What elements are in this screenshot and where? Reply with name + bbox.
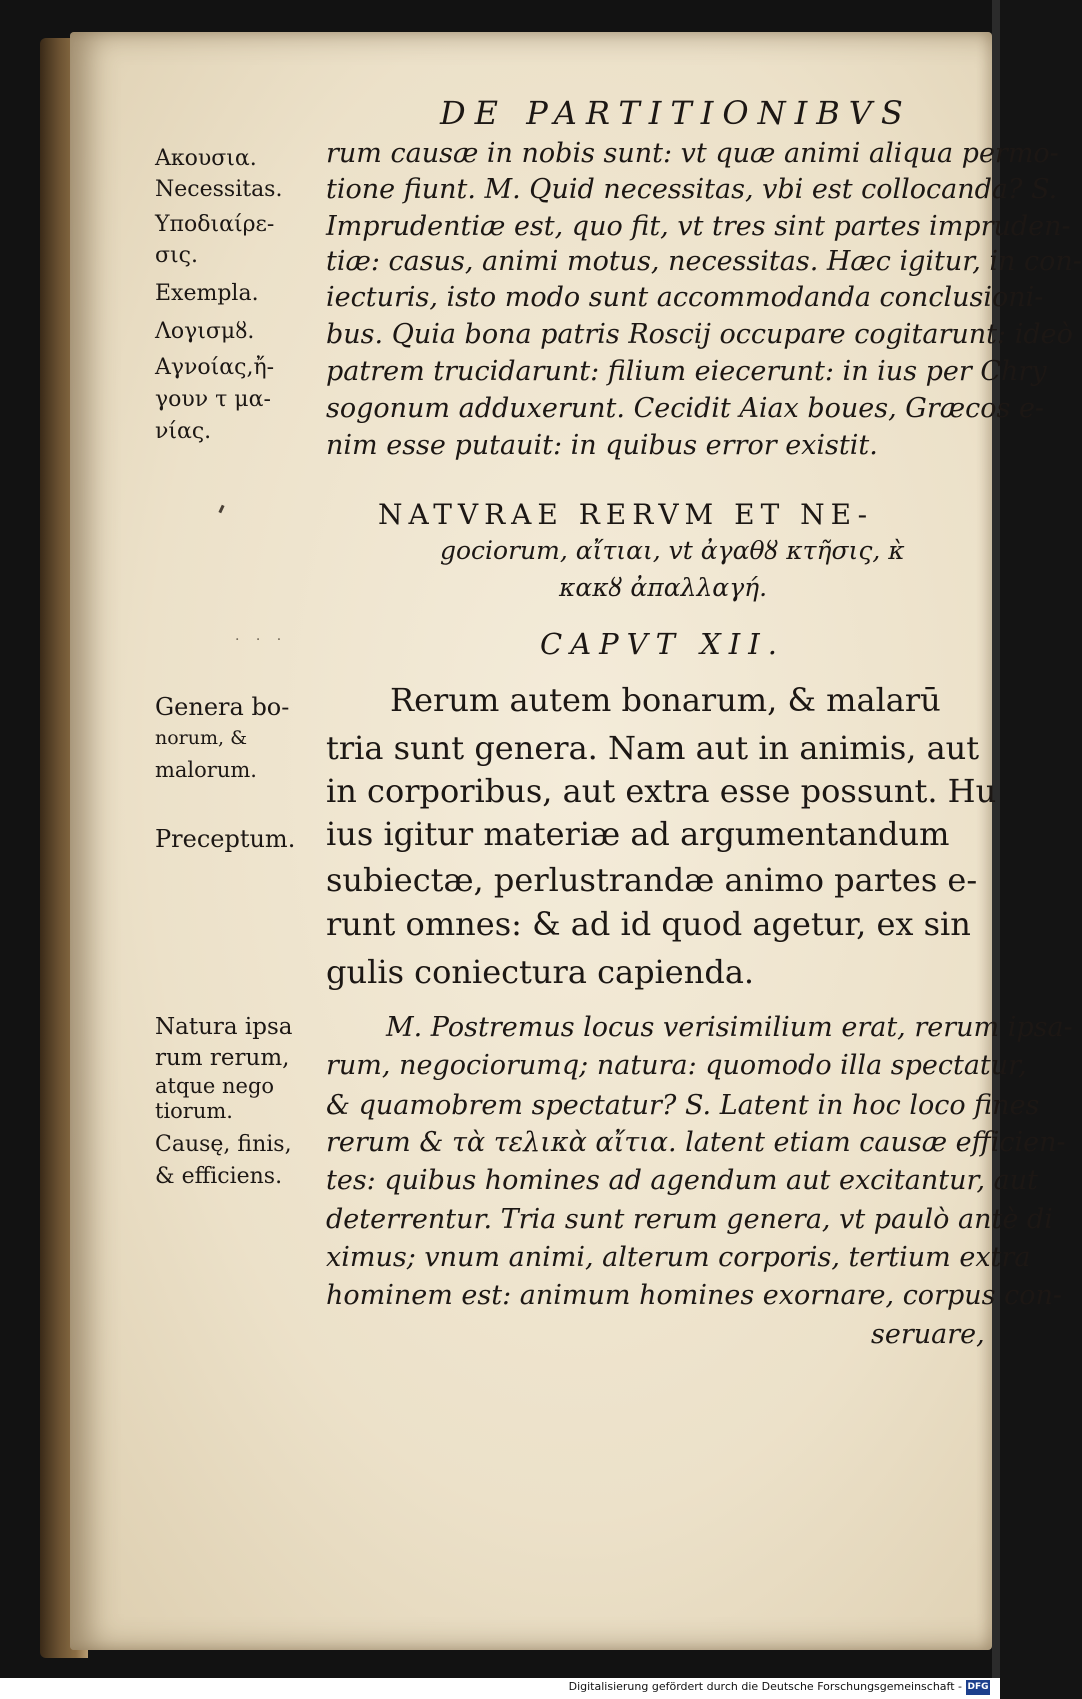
body-text-line: iecturis, isto modo sunt accommodanda conclusioni-: [326, 282, 1044, 313]
margin-note: Genera bo-: [155, 693, 290, 721]
margin-note: Exempla.: [155, 281, 259, 306]
body-text-roman-line: runt omnes: & ad id quod agetur, ex sin: [326, 905, 971, 943]
running-title: DE PARTITIONIBVS: [440, 94, 912, 132]
body-text-line: rum, negociorumq; natura: quomodo illa spectatur,: [326, 1050, 1027, 1081]
margin-note: & efficiens.: [155, 1164, 283, 1189]
body-text-line: nim esse putauit: in quibus error existit.: [326, 430, 878, 461]
body-text-line: ximus; vnum animi, alterum corporis, tertium extra: [326, 1242, 1031, 1273]
margin-note: malorum.: [155, 758, 257, 782]
margin-note: Necessitas.: [155, 177, 283, 202]
body-text-line: bus. Quia bona patris Roscij occupare cogitarunt: ideò: [326, 319, 1073, 350]
body-text-line: rerum & τὰ τελικὰ αἴτια. latent etiam causæ efficien-: [326, 1127, 1066, 1158]
dfg-logo: DFG: [966, 1680, 990, 1695]
body-text-line: sogonum adduxerunt. Cecidit Aiax boues, Græcos e-: [326, 393, 1045, 424]
body-text-line: patrem trucidarunt: filium eiecerunt: in ius per Chry: [326, 356, 1047, 387]
margin-note: γουν τ μα-: [155, 387, 271, 412]
body-text-line: M. Postremus locus verisimilium erat, rerum ipsa-: [386, 1012, 1073, 1043]
body-text-line: rum causæ in nobis sunt: vt quæ animi aliqua permo-: [326, 138, 1059, 169]
section-title: NATVRAE RERVM ET NE-: [378, 498, 874, 531]
margin-note: σις.: [155, 243, 198, 268]
body-text-line: seruare,: [871, 1319, 985, 1350]
body-text-roman-line: Rerum autem bonarum, & malarū: [390, 681, 941, 719]
footer-bar: [0, 1678, 1000, 1699]
body-text-line: tes: quibus homines ad agendum aut excitantur, aut: [326, 1165, 1038, 1196]
margin-note: norum, &: [155, 727, 248, 749]
margin-note: atque nego: [155, 1074, 275, 1098]
body-text-roman-line: gulis coniectura capienda.: [326, 953, 755, 991]
margin-note: Natura ipsa: [155, 1014, 293, 1040]
body-text-roman-line: tria sunt genera. Nam aut in animis, aut: [326, 729, 980, 767]
section-title-subline: gociorum, αἴτιαι, vt ἀγαθȣ κτῆσις, κ̀: [440, 536, 905, 565]
body-text-line: hominem est: animum homines exornare, corpus con-: [326, 1280, 1062, 1311]
margin-note: tiorum.: [155, 1099, 233, 1123]
margin-dots: · · ·: [235, 632, 288, 648]
margin-note: Preceptum.: [155, 825, 296, 853]
body-text-line: tiæ: casus, animi motus, necessitas. Hæc igitur, in con-: [326, 246, 1082, 277]
body-text-line: deterrentur. Tria sunt rerum genera, vt paulò antè di: [326, 1204, 1053, 1235]
body-text-line: & quamobrem spectatur? S. Latent in hoc loco fines: [326, 1090, 1040, 1121]
body-text-line: tione fiunt. M. Quid necessitas, vbi est collocanda? S.: [326, 174, 1058, 205]
margin-note: Λογισμȣ.: [155, 319, 255, 344]
body-text-roman-line: ius igitur materiæ ad argumentandum: [326, 815, 950, 853]
digitization-credit: Digitalisierung gefördert durch die Deutsche Forschungsgemeinschaft -: [568, 1680, 962, 1693]
margin-note: rum rerum,: [155, 1045, 290, 1071]
section-title-subline: κακȣ ἀπαλλαγή.: [559, 573, 768, 602]
margin-note: Αγνοίας,ἤ-: [155, 355, 275, 380]
margin-note: Causę, finis,: [155, 1132, 292, 1157]
margin-note: Υποδιαίρε-: [155, 212, 275, 237]
margin-note: Ακουσια.: [155, 146, 257, 171]
body-text-roman-line: subiectæ, perlustrandæ animo partes e-: [326, 861, 978, 899]
body-text-line: Imprudentiæ est, quo fit, vt tres sint partes impruden-: [326, 211, 1071, 242]
chapter-heading: CAPVT XII.: [540, 627, 785, 661]
margin-note: νίας.: [155, 419, 212, 444]
body-text-roman-line: in corporibus, aut extra esse possunt. Hu: [326, 772, 997, 810]
